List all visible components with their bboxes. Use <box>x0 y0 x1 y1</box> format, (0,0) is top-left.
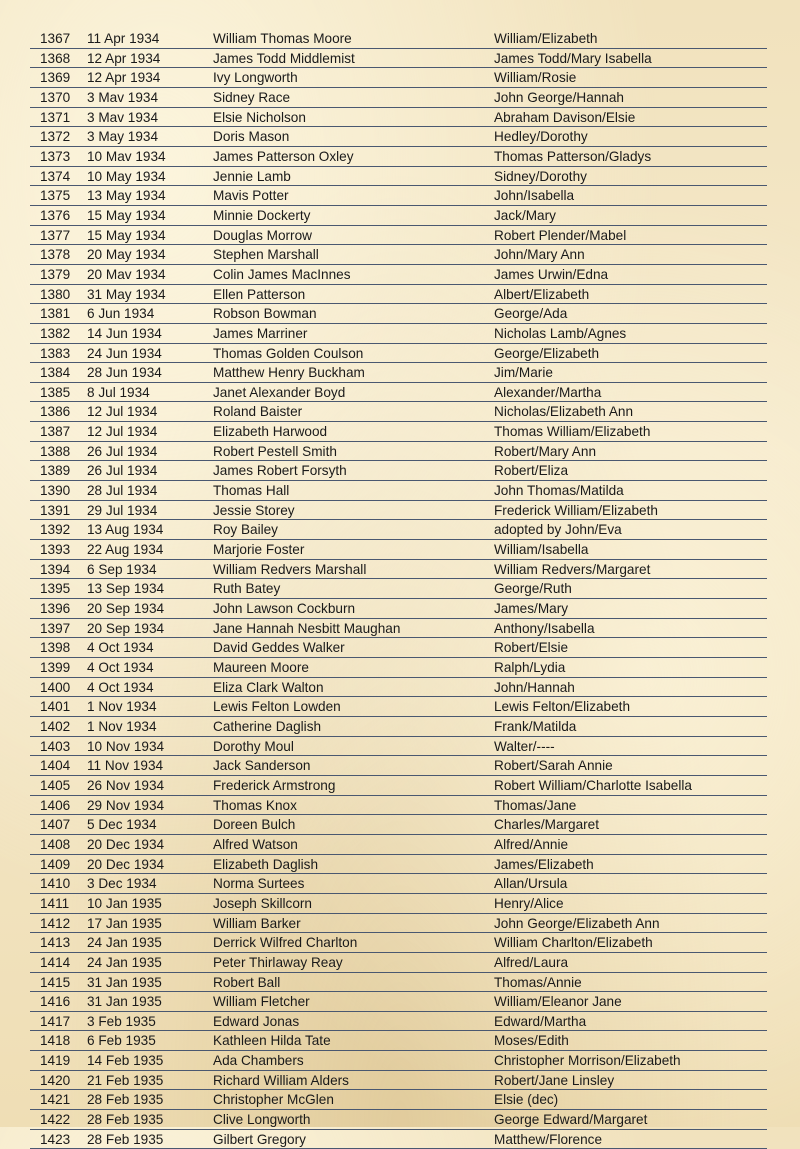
table-row <box>30 815 767 835</box>
parents-names: George/Ruth <box>494 581 572 597</box>
entry-date: 14 Jun 1934 <box>87 325 162 341</box>
child-name: Jack Sanderson <box>213 758 311 774</box>
parents-names: Thomas/Annie <box>494 974 582 990</box>
child-name: Peter Thirlaway Reay <box>213 954 343 970</box>
entry-number: 1371 <box>40 109 71 125</box>
entry-date: 20 May 1934 <box>87 247 166 263</box>
child-name: Marjorie Foster <box>213 542 305 558</box>
entry-date: 1 Nov 1934 <box>87 718 157 734</box>
table-row <box>30 167 767 187</box>
parents-names: John Thomas/Matilda <box>494 483 624 499</box>
entry-number: 1381 <box>40 306 71 322</box>
entry-number: 1410 <box>40 876 71 892</box>
table-row <box>30 245 767 265</box>
entry-number: 1373 <box>40 148 71 164</box>
entry-date: 24 Jan 1935 <box>87 935 162 951</box>
parents-names: Edward/Martha <box>494 1013 587 1029</box>
entry-date: 12 Apr 1934 <box>87 50 161 66</box>
parents-names: Nicholas/Elizabeth Ann <box>494 404 634 420</box>
entry-date: 20 Dec 1934 <box>87 856 165 872</box>
parents-names: Hedley/Dorothy <box>494 129 588 145</box>
child-name: Matthew Henry Buckham <box>213 365 365 381</box>
entry-number: 1395 <box>40 581 71 597</box>
child-name: Roland Baister <box>213 404 303 420</box>
child-name: James Patterson Oxley <box>213 148 354 164</box>
parents-names: Jack/Mary <box>494 207 556 223</box>
child-name: Clive Longworth <box>213 1112 311 1128</box>
table-row <box>30 1130 767 1149</box>
entry-number: 1385 <box>40 384 71 400</box>
table-row <box>30 304 767 324</box>
entry-date: 31 Jan 1935 <box>87 974 162 990</box>
entry-date: 3 Dec 1934 <box>87 876 157 892</box>
entry-date: 28 Feb 1935 <box>87 1092 164 1108</box>
entry-number: 1407 <box>40 817 71 833</box>
parents-names: Alfred/Annie <box>494 836 569 852</box>
entry-number: 1400 <box>40 679 71 695</box>
entry-number: 1415 <box>40 974 71 990</box>
entry-date: 3 May 1934 <box>87 129 159 145</box>
parents-names: John/Hannah <box>494 679 575 695</box>
child-name: Douglas Morrow <box>213 227 312 243</box>
parents-names: Anthony/Isabella <box>494 620 595 636</box>
parents-names: adopted by John/Eva <box>494 522 622 538</box>
child-name: Jennie Lamb <box>213 168 291 184</box>
table-row <box>30 579 767 599</box>
entry-date: 26 Jul 1934 <box>87 463 158 479</box>
entry-date: 6 Sep 1934 <box>87 561 157 577</box>
entry-number: 1391 <box>40 502 71 518</box>
table-row <box>30 501 767 521</box>
entry-date: 5 Dec 1934 <box>87 817 157 833</box>
entry-number: 1413 <box>40 935 71 951</box>
child-name: Derrick Wilfred Charlton <box>213 935 358 951</box>
entry-date: 12 Jul 1934 <box>87 424 158 440</box>
entry-number: 1404 <box>40 758 71 774</box>
parents-names: George/Elizabeth <box>494 345 600 361</box>
entry-date: 24 Jun 1934 <box>87 345 162 361</box>
entry-number: 1372 <box>40 129 71 145</box>
table-row <box>30 186 767 206</box>
table-row <box>30 442 767 462</box>
parents-names: Albert/Elizabeth <box>494 286 590 302</box>
parents-names: James/Mary <box>494 601 569 617</box>
parents-names: William/Rosie <box>494 70 577 86</box>
entry-number: 1405 <box>40 777 71 793</box>
table-row <box>30 796 767 816</box>
table-row <box>30 894 767 914</box>
entry-number: 1386 <box>40 404 71 420</box>
child-name: James Marriner <box>213 325 308 341</box>
entry-date: 4 Oct 1934 <box>87 679 154 695</box>
table-row <box>30 1090 767 1110</box>
table-row <box>30 481 767 501</box>
child-name: James Todd Middlemist <box>213 50 355 66</box>
entry-number: 1409 <box>40 856 71 872</box>
child-name: Doris Mason <box>213 129 290 145</box>
parents-names: Thomas William/Elizabeth <box>494 424 651 440</box>
entry-number: 1375 <box>40 188 71 204</box>
entry-date: 24 Jan 1935 <box>87 954 162 970</box>
entry-date: 13 Sep 1934 <box>87 581 165 597</box>
table-row <box>30 49 767 69</box>
parents-names: William/Elizabeth <box>494 31 598 46</box>
child-name: Richard William Alders <box>213 1072 349 1088</box>
table-row <box>30 1051 767 1071</box>
entry-number: 1419 <box>40 1053 71 1069</box>
child-name: Sidney Race <box>213 89 291 105</box>
table-row <box>30 285 767 305</box>
entry-date: 15 May 1934 <box>87 207 166 223</box>
entry-number: 1401 <box>40 699 71 715</box>
entry-number: 1380 <box>40 286 71 302</box>
parents-names: Jim/Marie <box>494 365 553 381</box>
child-name: Joseph Skillcorn <box>213 895 312 911</box>
parents-names: George Edward/Margaret <box>494 1112 648 1128</box>
parents-names: Robert/Mary Ann <box>494 443 596 459</box>
parents-names: Thomas Patterson/Gladys <box>494 148 652 164</box>
child-name: Ivy Longworth <box>213 70 298 86</box>
entry-number: 1398 <box>40 640 71 656</box>
entry-number: 1370 <box>40 89 71 105</box>
entry-number: 1392 <box>40 522 71 538</box>
entry-date: 11 Apr 1934 <box>87 31 160 46</box>
table-row <box>30 422 767 442</box>
child-name: Minnie Dockerty <box>213 207 311 223</box>
entry-number: 1406 <box>40 797 71 813</box>
entry-number: 1418 <box>40 1033 71 1049</box>
child-name: Stephen Marshall <box>213 247 319 263</box>
table-row <box>30 992 767 1012</box>
parents-names: Alfred/Laura <box>494 954 569 970</box>
table-row <box>30 835 767 855</box>
table-row <box>30 344 767 364</box>
parents-names: George/Ada <box>494 306 568 322</box>
child-name: Dorothy Moul <box>213 738 294 754</box>
child-name: Ellen Patterson <box>213 286 306 302</box>
parents-names: John George/Hannah <box>494 89 624 105</box>
child-name: Lewis Felton Lowden <box>213 699 341 715</box>
entry-number: 1387 <box>40 424 71 440</box>
table-row <box>30 402 767 422</box>
entry-number: 1376 <box>40 207 71 223</box>
parents-names: William/Eleanor Jane <box>494 994 622 1010</box>
parents-names: Robert/Sarah Annie <box>494 758 613 774</box>
child-name: William Thomas Moore <box>213 31 352 46</box>
entry-number: 1412 <box>40 915 71 931</box>
parents-names: Allan/Ursula <box>494 876 568 892</box>
table-row <box>30 619 767 639</box>
child-name: Frederick Armstrong <box>213 777 336 793</box>
parents-names: James Urwin/Edna <box>494 266 609 282</box>
table-row <box>30 638 767 658</box>
parents-names: John/Mary Ann <box>494 247 585 263</box>
parents-names: William/Isabella <box>494 542 589 558</box>
entry-date: 8 Jul 1934 <box>87 384 150 400</box>
child-name: Thomas Hall <box>213 483 290 499</box>
parents-names: James Todd/Mary Isabella <box>494 50 652 66</box>
entry-date: 28 Feb 1935 <box>87 1112 164 1128</box>
table-row <box>30 226 767 246</box>
child-name: Colin James MacInnes <box>213 266 351 282</box>
child-name: Elizabeth Daglish <box>213 856 319 872</box>
table-row <box>30 914 767 934</box>
entry-number: 1378 <box>40 247 71 263</box>
child-name: Norma Surtees <box>213 876 305 892</box>
entry-number: 1394 <box>40 561 71 577</box>
table-row <box>30 737 767 757</box>
table-row <box>30 520 767 540</box>
child-name: Eliza Clark Walton <box>213 679 324 695</box>
entry-date: 28 Jul 1934 <box>87 483 158 499</box>
entry-number: 1399 <box>40 660 71 675</box>
child-name: Robert Ball <box>213 974 281 990</box>
child-name: Maureen Moore <box>213 660 309 675</box>
entry-date: 22 Aug 1934 <box>87 542 164 558</box>
table-row <box>30 363 767 383</box>
entry-number: 1417 <box>40 1013 71 1029</box>
entry-date: 20 Sep 1934 <box>87 620 165 636</box>
entry-number: 1423 <box>40 1131 71 1147</box>
entry-number: 1396 <box>40 601 71 617</box>
table-row <box>30 461 767 481</box>
child-name: Thomas Golden Coulson <box>213 345 364 361</box>
entry-date: 31 May 1934 <box>87 286 166 302</box>
parents-names: Elsie (dec) <box>494 1092 559 1108</box>
entry-date: 11 Nov 1934 <box>87 758 164 774</box>
table-row <box>30 324 767 344</box>
table-row <box>30 776 767 796</box>
child-name: William Barker <box>213 915 301 931</box>
entry-number: 1422 <box>40 1112 71 1128</box>
parents-names: Christopher Morrison/Elizabeth <box>494 1053 681 1069</box>
entry-number: 1421 <box>40 1092 71 1108</box>
table-row <box>30 756 767 776</box>
entry-date: 13 Aug 1934 <box>87 522 164 538</box>
entry-number: 1369 <box>40 70 71 86</box>
table-row <box>30 88 767 108</box>
parents-names: John George/Elizabeth Ann <box>494 915 660 931</box>
child-name: Kathleen Hilda Tate <box>213 1033 331 1049</box>
parents-names: Robert William/Charlotte Isabella <box>494 777 692 793</box>
entry-number: 1414 <box>40 954 71 970</box>
parents-names: Matthew/Florence <box>494 1131 603 1147</box>
parents-names: Robert/Elsie <box>494 640 569 656</box>
entry-number: 1374 <box>40 168 71 184</box>
entry-date: 6 Feb 1935 <box>87 1033 156 1049</box>
entry-number: 1368 <box>40 50 71 66</box>
entry-date: 20 Sep 1934 <box>87 601 165 617</box>
entry-date: 17 Jan 1935 <box>87 915 162 931</box>
table-row <box>30 973 767 993</box>
entry-date: 6 Jun 1934 <box>87 306 155 322</box>
table-row <box>30 697 767 717</box>
child-name: Robson Bowman <box>213 306 317 322</box>
table-row <box>30 206 767 226</box>
parents-names: Henry/Alice <box>494 895 564 911</box>
entry-date: 20 Mav 1934 <box>87 266 166 282</box>
table-row <box>30 1031 767 1051</box>
entry-date: 13 May 1934 <box>87 188 166 204</box>
table-row <box>30 1012 767 1032</box>
entry-date: 20 Dec 1934 <box>87 836 165 852</box>
entry-date: 4 Oct 1934 <box>87 660 154 675</box>
table-row <box>30 855 767 875</box>
table-row <box>30 383 767 403</box>
parents-names: Frederick William/Elizabeth <box>494 502 658 518</box>
entry-date: 10 May 1934 <box>87 168 166 184</box>
parents-names: John/Isabella <box>494 188 575 204</box>
child-name: James Robert Forsyth <box>213 463 347 479</box>
child-name: Christopher McGlen <box>213 1092 334 1108</box>
parents-names: Ralph/Lydia <box>494 660 566 675</box>
parents-names: William Redvers/Margaret <box>494 561 651 577</box>
table-row <box>30 1071 767 1091</box>
entry-number: 1390 <box>40 483 71 499</box>
entry-date: 4 Oct 1934 <box>87 640 154 656</box>
parents-names: Lewis Felton/Elizabeth <box>494 699 631 715</box>
child-name: William Fletcher <box>213 994 310 1010</box>
child-name: Roy Bailey <box>213 522 278 538</box>
table-row <box>30 933 767 953</box>
child-name: Elsie Nicholson <box>213 109 306 125</box>
table-row <box>30 874 767 894</box>
table-row <box>30 560 767 580</box>
child-name: Jane Hannah Nesbitt Maughan <box>213 620 401 636</box>
entry-number: 1382 <box>40 325 71 341</box>
parents-names: Abraham Davison/Elsie <box>494 109 636 125</box>
entry-date: 29 Nov 1934 <box>87 797 165 813</box>
table-row <box>30 953 767 973</box>
entry-date: 26 Nov 1934 <box>87 777 165 793</box>
entry-date: 26 Jul 1934 <box>87 443 158 459</box>
child-name: Doreen Bulch <box>213 817 296 833</box>
entry-date: 12 Apr 1934 <box>87 70 161 86</box>
table-row <box>30 540 767 560</box>
child-name: William Redvers Marshall <box>213 561 367 577</box>
entry-date: 29 Jul 1934 <box>87 502 158 518</box>
child-name: Ada Chambers <box>213 1053 304 1069</box>
child-name: John Lawson Cockburn <box>213 601 356 617</box>
entry-date: 10 Jan 1935 <box>87 895 162 911</box>
child-name: Ruth Batey <box>213 581 281 597</box>
parents-names: Robert/Jane Linsley <box>494 1072 615 1088</box>
table-row <box>30 29 767 49</box>
entry-date: 12 Jul 1934 <box>87 404 158 420</box>
entry-number: 1383 <box>40 345 71 361</box>
parents-names: Alexander/Martha <box>494 384 602 400</box>
parents-names: Nicholas Lamb/Agnes <box>494 325 627 341</box>
entry-date: 10 Mav 1934 <box>87 148 166 164</box>
parents-names: Frank/Matilda <box>494 718 577 734</box>
entry-date: 14 Feb 1935 <box>87 1053 164 1069</box>
entry-date: 10 Nov 1934 <box>87 738 165 754</box>
entry-number: 1377 <box>40 227 71 243</box>
entry-number: 1384 <box>40 365 71 381</box>
entry-date: 21 Feb 1935 <box>87 1072 164 1088</box>
entry-number: 1393 <box>40 542 71 558</box>
parents-names: Moses/Edith <box>494 1033 569 1049</box>
parents-names: Sidney/Dorothy <box>494 168 587 184</box>
table-row <box>30 147 767 167</box>
parents-names: William Charlton/Elizabeth <box>494 935 653 951</box>
child-name: Gilbert Gregory <box>213 1131 306 1147</box>
entry-number: 1416 <box>40 994 71 1010</box>
child-name: Janet Alexander Boyd <box>213 384 346 400</box>
entry-number: 1420 <box>40 1072 71 1088</box>
parents-names: Robert Plender/Mabel <box>494 227 627 243</box>
child-name: Elizabeth Harwood <box>213 424 328 440</box>
child-name: Alfred Watson <box>213 836 298 852</box>
parents-names: Charles/Margaret <box>494 817 600 833</box>
entry-date: 15 May 1934 <box>87 227 166 243</box>
register-table <box>30 29 767 1149</box>
entry-number: 1403 <box>40 738 71 754</box>
table-row <box>30 599 767 619</box>
table-row <box>30 108 767 128</box>
entry-number: 1408 <box>40 836 71 852</box>
parents-names: Walter/---- <box>494 738 555 754</box>
entry-date: 28 Jun 1934 <box>87 365 162 381</box>
parents-names: Robert/Eliza <box>494 463 569 479</box>
table-row <box>30 68 767 88</box>
child-name: Mavis Potter <box>213 188 289 204</box>
entry-number: 1411 <box>40 895 70 911</box>
entry-number: 1388 <box>40 443 71 459</box>
child-name: Catherine Daglish <box>213 718 322 734</box>
parents-names: James/Elizabeth <box>494 856 594 872</box>
entry-number: 1389 <box>40 463 71 479</box>
table-row <box>30 658 767 678</box>
table-row <box>30 265 767 285</box>
child-name: Edward Jonas <box>213 1013 300 1029</box>
table-row <box>30 678 767 698</box>
entry-number: 1379 <box>40 266 71 282</box>
entry-number: 1397 <box>40 620 71 636</box>
child-name: Robert Pestell Smith <box>213 443 337 459</box>
entry-date: 3 Mav 1934 <box>87 109 159 125</box>
child-name: David Geddes Walker <box>213 640 345 656</box>
entry-number: 1402 <box>40 718 71 734</box>
entry-date: 31 Jan 1935 <box>87 994 162 1010</box>
table-row <box>30 717 767 737</box>
entry-date: 28 Feb 1935 <box>87 1131 164 1147</box>
entry-date: 3 Feb 1935 <box>87 1013 156 1029</box>
child-name: Jessie Storey <box>213 502 295 518</box>
child-name: Thomas Knox <box>213 797 297 813</box>
parents-names: Thomas/Jane <box>494 797 577 813</box>
entry-date: 3 Mav 1934 <box>87 89 159 105</box>
entry-number: 1367 <box>40 31 71 46</box>
entry-date: 1 Nov 1934 <box>87 699 157 715</box>
table-row <box>30 127 767 147</box>
